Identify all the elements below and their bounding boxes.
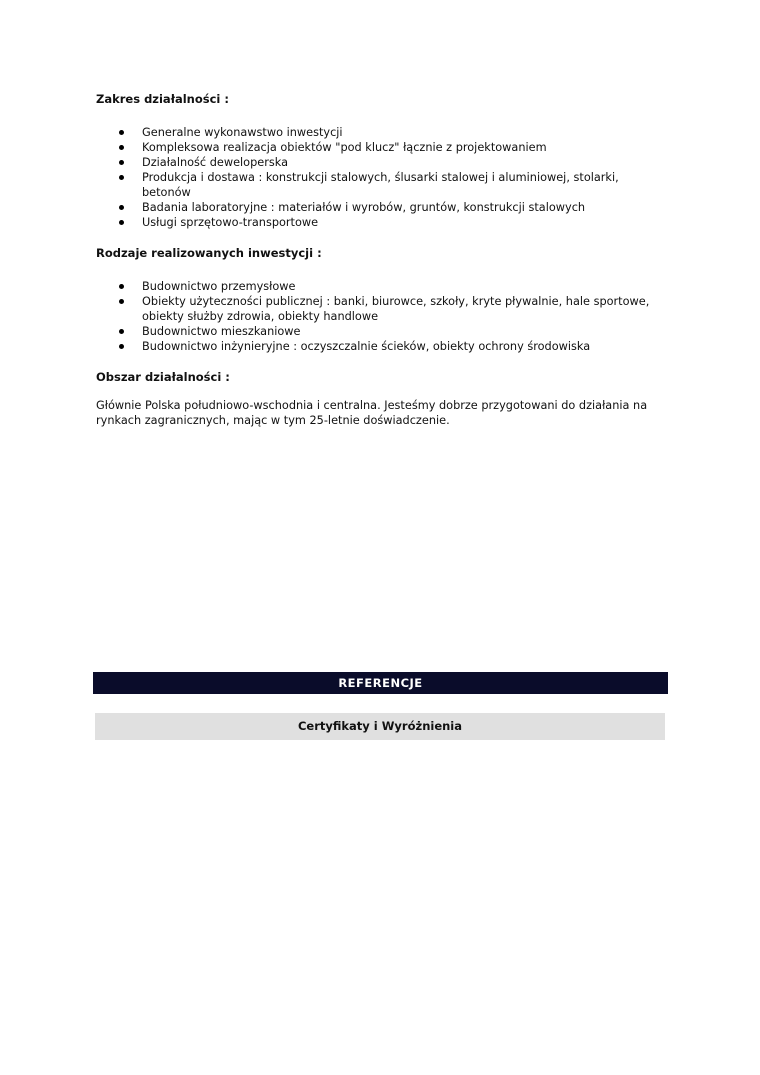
list-item-text: Generalne wykonawstwo inwestycji: [142, 126, 343, 139]
list-item-text: Produkcja i dostawa : konstrukcji stalowych, ślusarki stalowej i aluminiowej, stolarki, betonów: [142, 171, 619, 199]
bullet-icon: [119, 299, 124, 304]
bullet-icon: [119, 205, 124, 210]
bullet-icon: [119, 175, 124, 180]
list-item-text: Badania laboratoryjne : materiałów i wyrobów, gruntów, konstrukcji stalowych: [142, 201, 586, 214]
bullet-icon: [119, 145, 124, 150]
list-item: [96, 140, 668, 155]
list-item: [96, 324, 668, 339]
list-item: [96, 279, 668, 294]
list-item-text: Budownictwo inżynieryjne : oczyszczalnie ścieków, obiekty ochrony środowiska: [142, 340, 591, 353]
list-item: [96, 294, 668, 324]
area-paragraph: Głównie Polska południowo-wschodnia i centralna. Jesteśmy dobrze przygotowani do działania na rynkach zagranicznych, mając w tym 25-letnie doświadczenie.: [96, 399, 648, 427]
list-item: [96, 339, 668, 354]
investments-heading: Rodzaje realizowanych inwestycji :: [96, 246, 322, 260]
document-body: [96, 92, 668, 428]
area-heading: Obszar działalności :: [96, 370, 230, 384]
list-item-text: Budownictwo przemysłowe: [142, 280, 296, 293]
list-item-text: Działalność deweloperska: [142, 156, 288, 169]
certificates-band: Certyfikaty i Wyróżnienia: [95, 713, 665, 740]
bullet-icon: [119, 344, 124, 349]
list-item: [96, 200, 668, 215]
investments-list: [96, 279, 668, 354]
bullet-icon: [119, 130, 124, 135]
list-item: [96, 125, 668, 140]
bullet-icon: [119, 284, 124, 289]
list-item-text: Kompleksowa realizacja obiektów "pod klucz" łącznie z projektowaniem: [142, 141, 547, 154]
bullet-icon: [119, 160, 124, 165]
scope-heading: Zakres działalności :: [96, 92, 229, 106]
references-band: REFERENCJE: [93, 672, 668, 694]
bullet-icon: [119, 220, 124, 225]
list-item: [96, 170, 668, 200]
list-item-text: Obiekty użyteczności publicznej : banki, biurowce, szkoły, kryte pływalnie, hale sportowe, obiekty służby zdrowia, obiekty handlowe: [142, 295, 650, 323]
list-item: [96, 215, 668, 230]
list-item-text: Usługi sprzętowo-transportowe: [142, 216, 319, 229]
list-item: [96, 155, 668, 170]
list-item-text: Budownictwo mieszkaniowe: [142, 325, 301, 338]
bullet-icon: [119, 329, 124, 334]
scope-list: [96, 125, 668, 230]
